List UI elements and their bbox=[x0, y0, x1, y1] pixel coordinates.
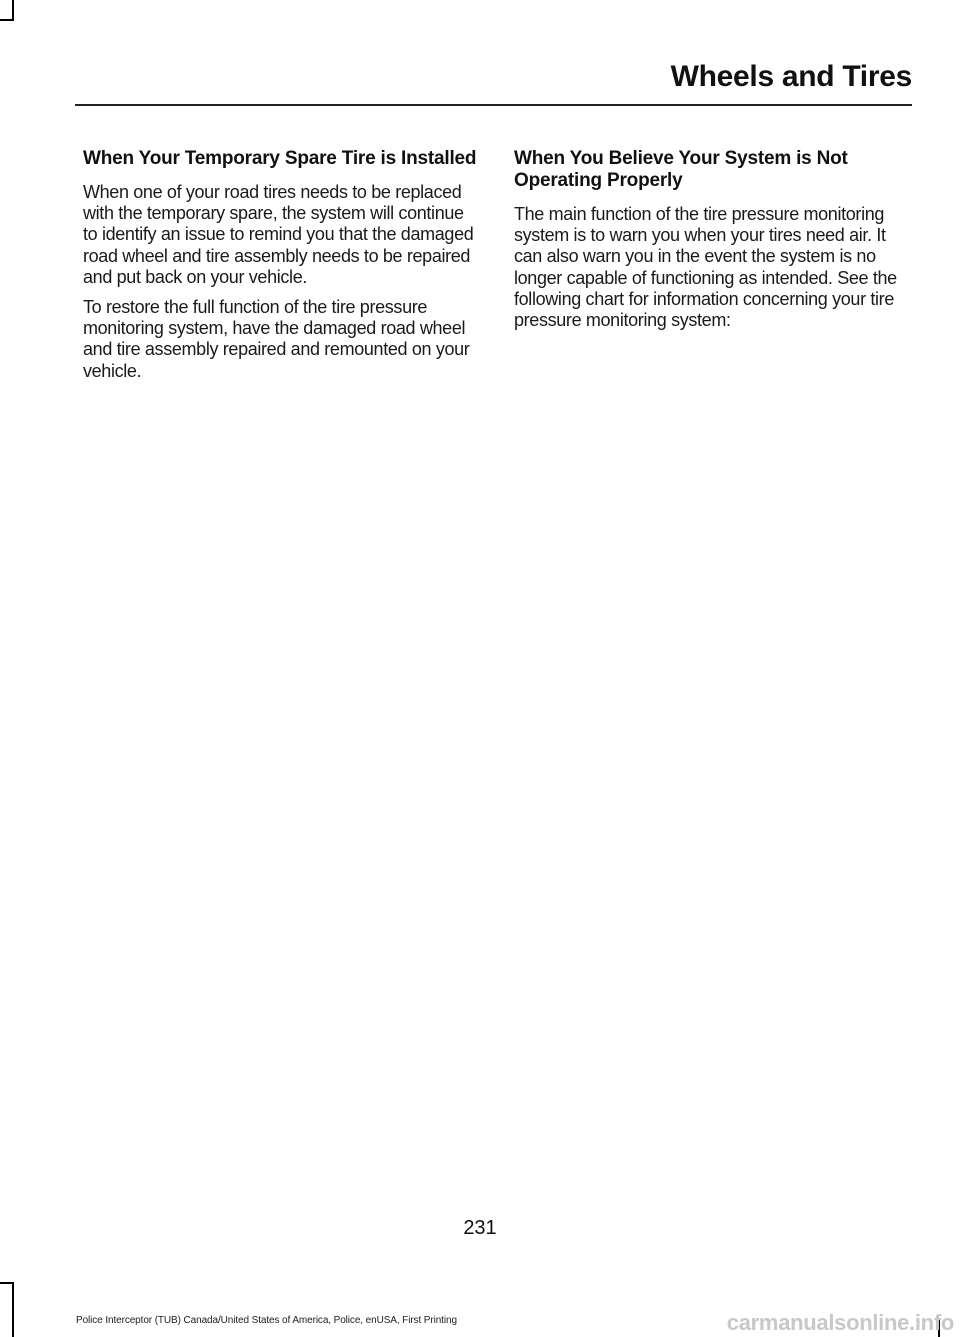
section-heading-temporary-spare: When Your Temporary Spare Tire is Installed bbox=[83, 148, 477, 169]
crop-mark-top-left-horizontal bbox=[0, 19, 14, 21]
right-column bbox=[514, 148, 909, 340]
header-divider bbox=[75, 104, 912, 106]
page-number: 231 bbox=[463, 1217, 497, 1239]
crop-mark-bottom-left-vertical bbox=[12, 1282, 14, 1337]
left-column bbox=[83, 148, 478, 391]
footer-text: Police Interceptor (TUB) Canada/United States of America, Police, enUSA, First Printing bbox=[76, 1315, 457, 1326]
paragraph: The main function of the tire pressure monitoring system is to warn you when your tires need air. It can also warn you in the event the system is no longer capable of functioning as intended. See the following chart for information concerning your tire pressure monitoring system: bbox=[514, 204, 897, 331]
section-heading-system-not-operating: When You Believe Your System is Not Operating Properly bbox=[514, 148, 848, 191]
crop-mark-top-left-vertical bbox=[12, 0, 14, 20]
paragraph: When one of your road tires needs to be replaced with the temporary spare, the system will continue to identify an issue to remind you that the damaged road wheel and tire assembly needs to be repaired and put back on your vehicle. bbox=[83, 182, 474, 287]
paragraph: To restore the full function of the tire pressure monitoring system, have the damaged road wheel and tire assembly repaired and remounted on your vehicle. bbox=[83, 297, 470, 381]
crop-mark-bottom-left-horizontal bbox=[0, 1282, 14, 1284]
watermark: carmanualsonline.info bbox=[726, 1310, 954, 1335]
page-title: Wheels and Tires bbox=[670, 60, 912, 93]
